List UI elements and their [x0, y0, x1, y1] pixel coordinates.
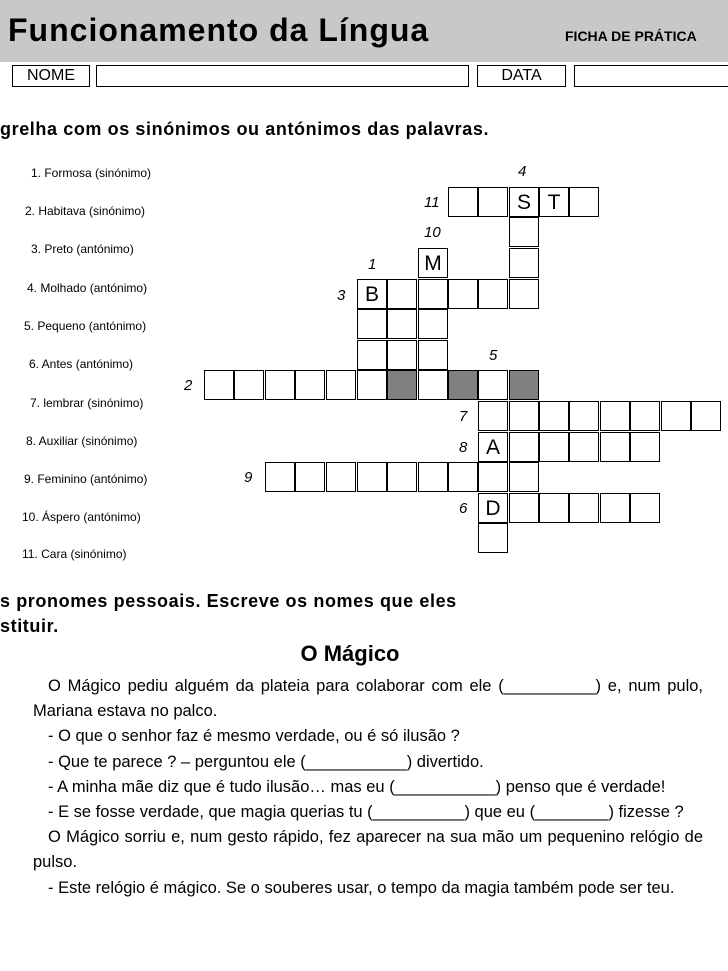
grid-cell[interactable] — [418, 309, 448, 339]
story-paragraph: - O que o senhor faz é mesmo verdade, ou é só ilusão ? — [48, 727, 460, 746]
grid-cell[interactable] — [509, 493, 539, 523]
grid-number-9: 9 — [244, 469, 253, 486]
grid-cell[interactable] — [387, 462, 417, 492]
grid-number-8: 8 — [459, 439, 468, 456]
grid-cell[interactable] — [234, 370, 264, 400]
grid-cell[interactable] — [448, 187, 478, 217]
grid-cell[interactable] — [478, 523, 508, 553]
grid-number-2: 2 — [184, 377, 193, 394]
grid-cell[interactable] — [630, 493, 660, 523]
clue-9: 9. Feminino (antónimo) — [24, 472, 148, 486]
grid-cell[interactable] — [326, 370, 356, 400]
grid-cell[interactable] — [387, 279, 417, 309]
exercise1-instruction: grelha com os sinónimos ou antónimos das palavras. — [0, 119, 490, 139]
clue-8: 8. Auxiliar (sinónimo) — [26, 434, 138, 448]
clue-1: 1. Formosa (sinónimo) — [31, 166, 152, 180]
grid-cell[interactable] — [630, 401, 660, 431]
date-label: DATA — [477, 65, 566, 87]
story-paragraph: - E se fosse verdade, que magia querias tu (__________) que eu (________) fizesse ? — [48, 803, 684, 822]
grid-number-7: 7 — [459, 408, 468, 425]
grid-number-6: 6 — [459, 500, 468, 517]
grid-cell[interactable] — [357, 370, 387, 400]
name-label: NOME — [12, 65, 90, 87]
name-field[interactable] — [96, 65, 469, 87]
story-paragraph: - A minha mãe diz que é tudo ilusão… mas eu (___________) penso que é verdade! — [48, 777, 666, 796]
exercise2-instruction-line2: stituir. — [0, 616, 59, 636]
grid-cell[interactable] — [326, 462, 356, 492]
clue-6: 6. Antes (antónimo) — [29, 357, 134, 371]
grid-number-3: 3 — [337, 287, 346, 304]
grid-cell[interactable] — [478, 187, 508, 217]
story-text — [33, 674, 703, 901]
grid-cell[interactable] — [630, 432, 660, 462]
grid-cell[interactable] — [539, 493, 569, 523]
page-subtitle: FICHA DE PRÁTICA — [565, 28, 697, 44]
grid-cell[interactable] — [357, 462, 387, 492]
grid-number-1: 1 — [368, 256, 377, 273]
grid-number-5: 5 — [489, 347, 498, 364]
grid-cell-letter[interactable]: B — [357, 279, 387, 309]
grid-cell[interactable] — [204, 370, 234, 400]
clue-5: 5. Pequeno (antónimo) — [24, 319, 147, 333]
grid-cell[interactable] — [265, 370, 295, 400]
story-title: O Mágico — [300, 641, 400, 666]
grid-cell[interactable] — [295, 370, 325, 400]
grid-number-10: 10 — [424, 224, 441, 241]
grid-cell[interactable] — [418, 370, 448, 400]
grid-cell[interactable] — [418, 279, 448, 309]
grid-cell[interactable] — [569, 401, 599, 431]
grid-cell-letter[interactable]: S — [509, 187, 539, 217]
clue-4: 4. Molhado (antónimo) — [27, 281, 148, 295]
grid-cell[interactable] — [418, 462, 448, 492]
story-paragraph: - Que te parece ? – perguntou ele (___________) divertido. — [48, 752, 484, 771]
clue-3: 3. Preto (antónimo) — [31, 242, 134, 256]
grid-cell[interactable] — [509, 462, 539, 492]
grid-cell[interactable] — [387, 340, 417, 370]
grid-cell[interactable] — [478, 462, 508, 492]
grid-cell[interactable] — [539, 401, 569, 431]
grid-cell[interactable] — [387, 309, 417, 339]
grid-cell-shaded — [387, 370, 417, 400]
grid-cell[interactable] — [539, 432, 569, 462]
grid-cell[interactable] — [478, 279, 508, 309]
grid-cell[interactable] — [661, 401, 691, 431]
grid-cell-shaded — [448, 370, 478, 400]
grid-number-11: 11 — [424, 194, 440, 211]
story-paragraph: O Mágico pediu alguém da plateia para colaborar com ele (__________) e, num pulo, Mariana estava no palco. — [33, 677, 703, 721]
story-paragraph: - Este relógio é mágico. Se o souberes usar, o tempo da magia também pode ser teu. — [48, 878, 675, 897]
story-paragraph: O Mágico sorriu e, num gesto rápido, fez aparecer na sua mão um pequenino relógio de pulso. — [33, 828, 703, 872]
grid-cell[interactable] — [357, 340, 387, 370]
grid-cell[interactable] — [691, 401, 721, 431]
grid-cell[interactable] — [569, 187, 599, 217]
grid-cell[interactable] — [600, 401, 630, 431]
grid-cell[interactable] — [357, 309, 387, 339]
grid-cell[interactable] — [569, 432, 599, 462]
grid-cell[interactable] — [600, 493, 630, 523]
page-title: Funcionamento da Língua — [8, 12, 430, 48]
grid-cell[interactable] — [600, 432, 630, 462]
grid-cell[interactable] — [509, 401, 539, 431]
grid-cell[interactable] — [295, 462, 325, 492]
grid-cell[interactable] — [509, 432, 539, 462]
exercise2-instruction-line1: s pronomes pessoais. Escreve os nomes que eles — [0, 591, 457, 611]
grid-cell[interactable] — [478, 401, 508, 431]
grid-number-4: 4 — [518, 163, 527, 180]
date-field[interactable] — [574, 65, 728, 87]
clue-10: 10. Áspero (antónimo) — [22, 510, 141, 524]
grid-cell[interactable] — [509, 248, 539, 278]
grid-cell-letter[interactable]: T — [539, 187, 569, 217]
grid-cell-letter[interactable]: A — [478, 432, 508, 462]
grid-cell[interactable] — [478, 370, 508, 400]
grid-cell-letter[interactable]: D — [478, 493, 508, 523]
grid-cell[interactable] — [448, 279, 478, 309]
clue-11: 11. Cara (sinónimo) — [22, 547, 127, 561]
grid-cell[interactable] — [418, 340, 448, 370]
grid-cell-shaded — [509, 370, 539, 400]
grid-cell-letter[interactable]: M — [418, 248, 448, 278]
grid-cell[interactable] — [448, 462, 478, 492]
grid-cell[interactable] — [509, 279, 539, 309]
clue-7: 7. lembrar (sinónimo) — [30, 396, 144, 410]
grid-cell[interactable] — [569, 493, 599, 523]
grid-cell[interactable] — [509, 217, 539, 247]
clue-2: 2. Habitava (sinónimo) — [25, 204, 146, 218]
grid-cell[interactable] — [265, 462, 295, 492]
